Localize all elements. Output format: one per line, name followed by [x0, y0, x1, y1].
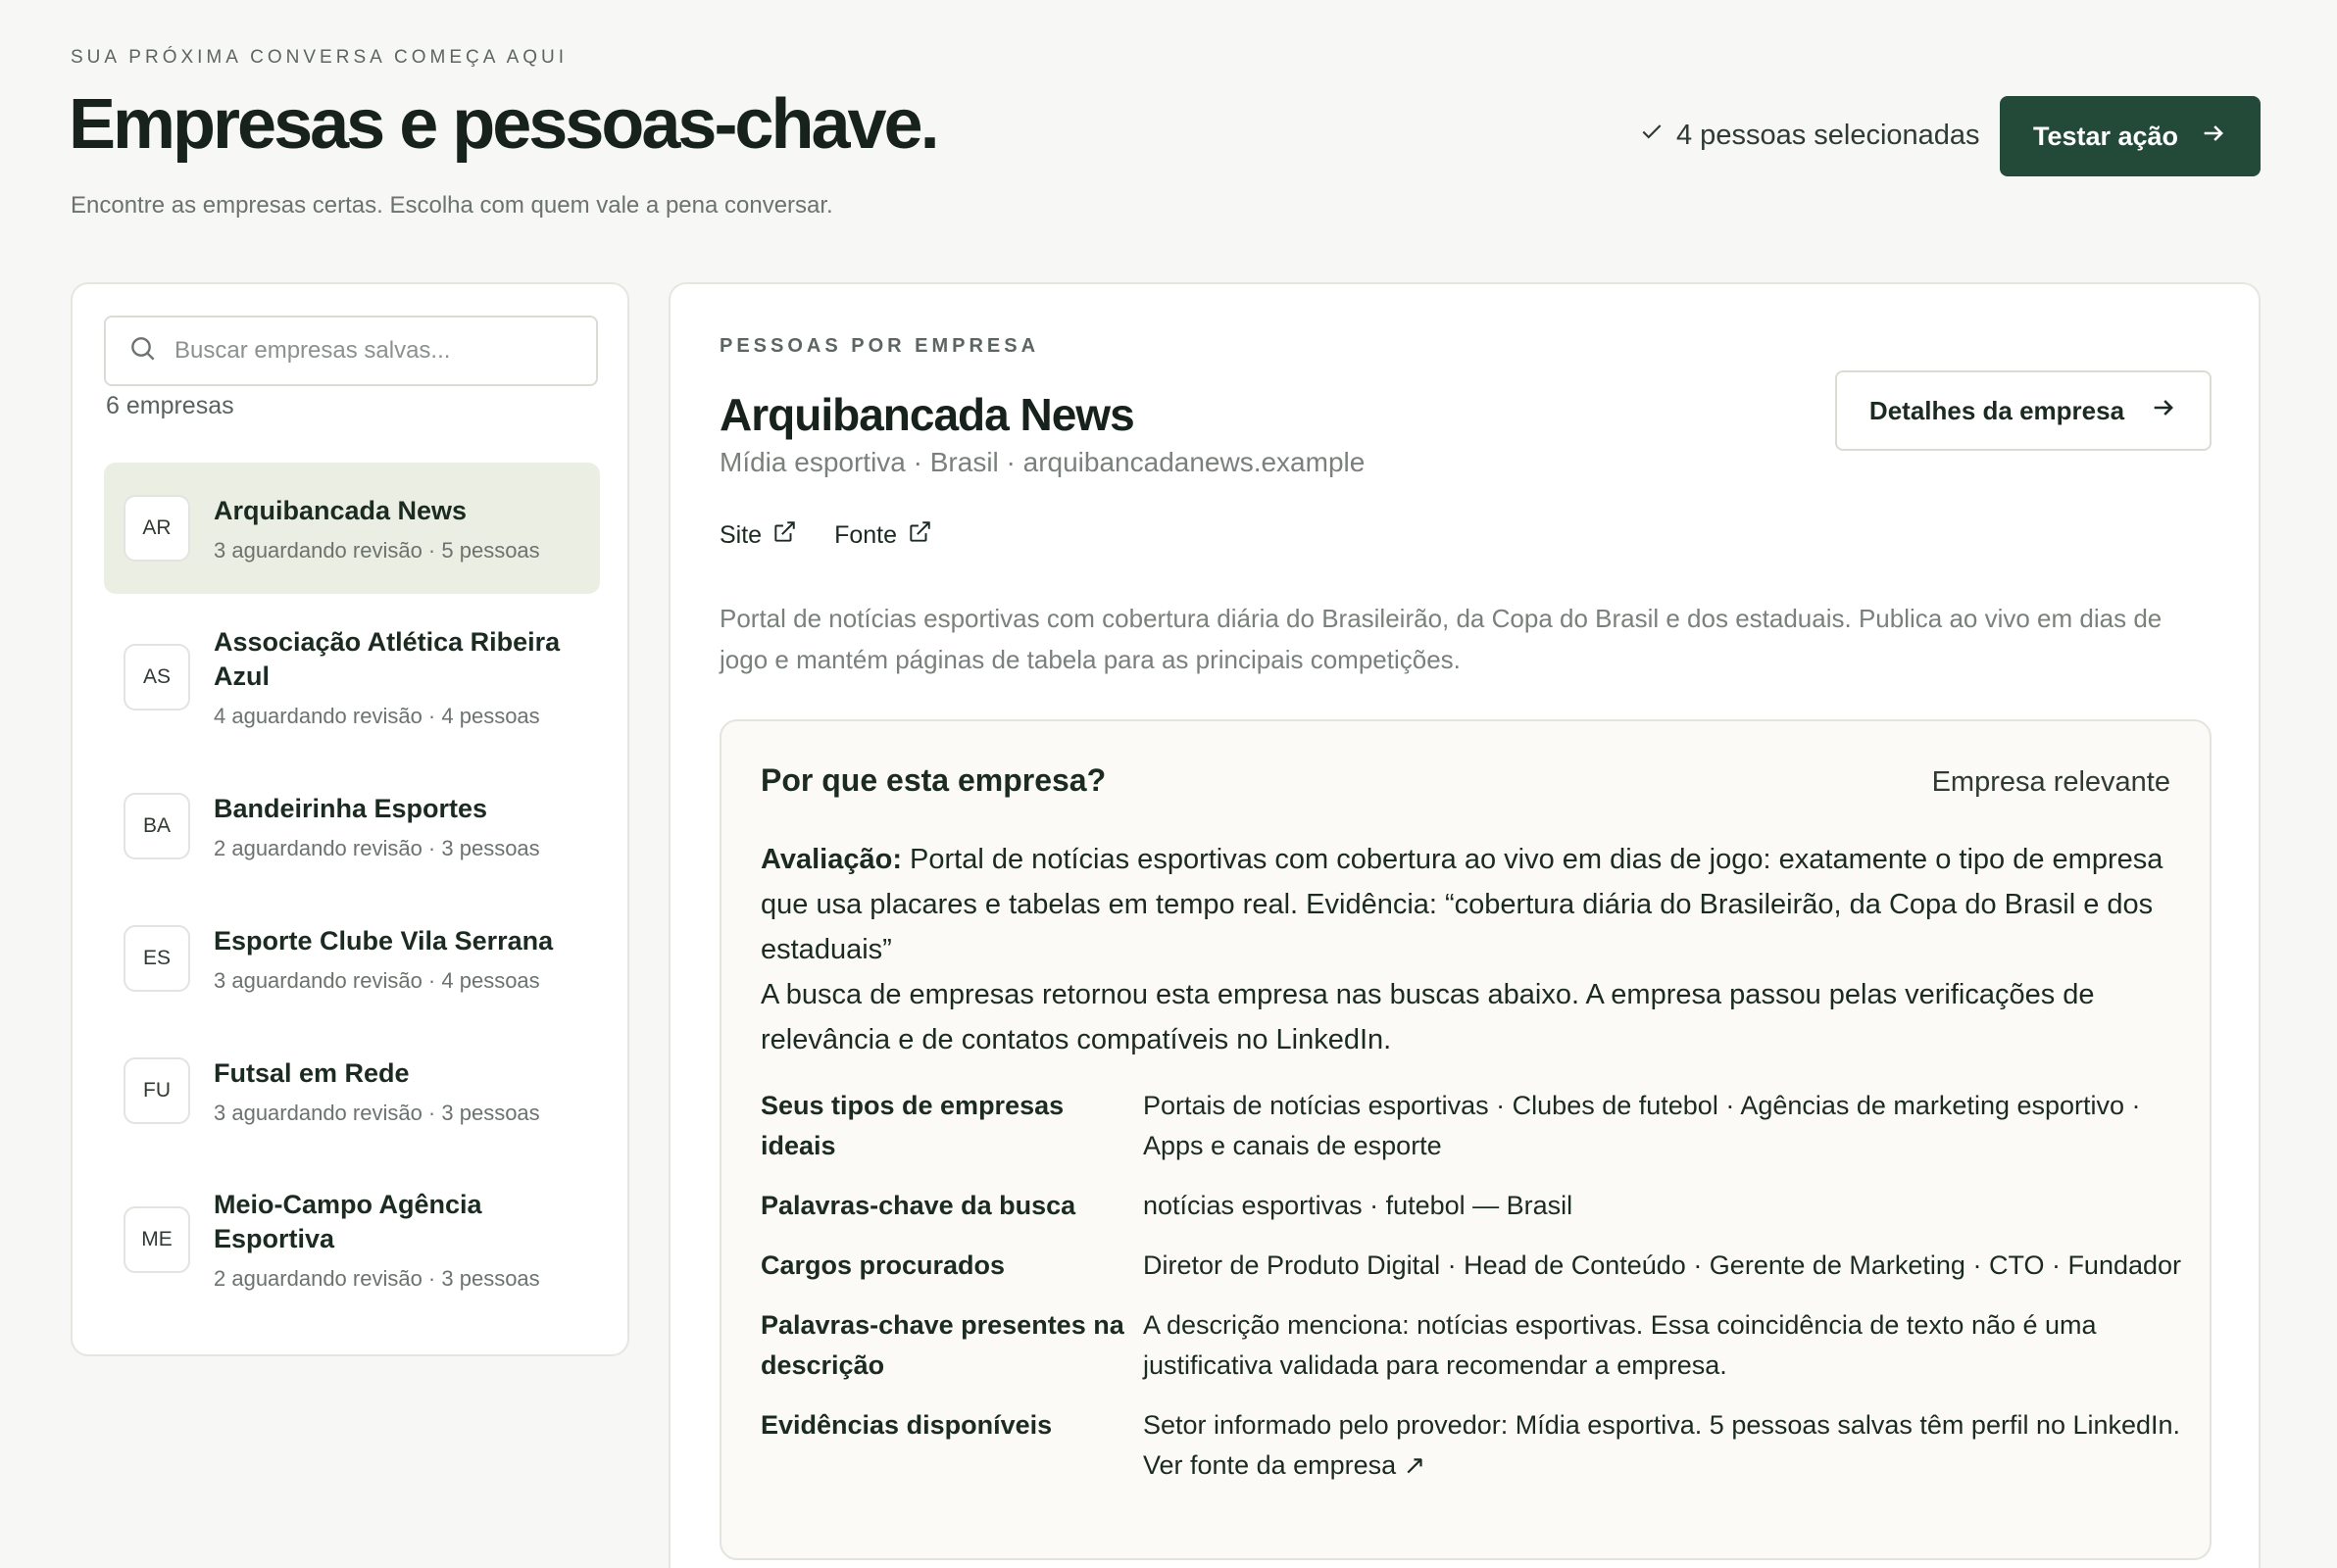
selected-people-status [1639, 116, 1980, 155]
company-avatar: FU [124, 1057, 190, 1124]
assessment [761, 837, 2172, 1062]
source-link[interactable] [834, 519, 932, 552]
relevance-tag: Empresa relevante [1931, 766, 2170, 798]
company-meta: 2 aguardando revisão · 3 pessoas [214, 1266, 540, 1291]
company-meta: 4 aguardando revisão · 4 pessoas [214, 704, 540, 728]
criteria-value: Diretor de Produto Digital · Head de Conteúdo · Gerente de Marketing · CTO · Fundador [1143, 1250, 2182, 1280]
company-text [214, 792, 540, 861]
company-title: Arquibancada News [720, 389, 1134, 440]
why-company-title: Por que esta empresa? [761, 762, 1107, 798]
company-list [104, 463, 600, 1323]
company-avatar: ME [124, 1206, 190, 1273]
site-link-label: Site [720, 521, 763, 549]
company-meta: 2 aguardando revisão · 3 pessoas [214, 835, 540, 860]
criteria-value: Portais de notícias esportivas · Clubes de futebol · Agências de marketing esportivo · Apps e canais de esporte [1143, 1091, 2141, 1160]
why-company-card [720, 719, 2212, 1560]
company-meta: 3 aguardando revisão · 4 pessoas [214, 967, 540, 993]
detail-eyebrow: PESSOAS POR EMPRESA [720, 335, 1040, 357]
test-action-button[interactable] [2000, 96, 2261, 176]
criteria-list [761, 1086, 2192, 1505]
source-link-label: Fonte [834, 521, 898, 549]
company-item-futsal-em-rede[interactable] [104, 1025, 600, 1156]
criteria-row [761, 1186, 2192, 1226]
criteria-value: A descrição menciona: notícias esportivas. Essa coincidência de texto não é uma justificativa validada para recomendar a empresa. [1143, 1310, 2097, 1380]
company-text [214, 1188, 580, 1292]
company-detail-panel [669, 282, 2261, 1568]
external-link-icon [907, 519, 932, 552]
company-source-link[interactable]: Ver fonte da empresa ↗ [1143, 1450, 1426, 1480]
selected-people-label: 4 pessoas selecionadas [1676, 119, 1980, 151]
search-input[interactable] [174, 337, 586, 365]
company-meta: 3 aguardando revisão · 3 pessoas [214, 1100, 540, 1125]
external-link-icon [771, 519, 797, 552]
company-details-button[interactable] [1835, 370, 2212, 451]
company-description: Portal de notícias esportivas com cobertura diária do Brasileirão, da Copa do Brasil e dos estaduais. Publica ao vivo em dias de jogo e mantém páginas de tabela para as principais competições. [720, 604, 2163, 674]
company-name: Esporte Clube Vila Serrana [214, 925, 554, 956]
company-sidebar [71, 282, 629, 1356]
assessment-text: Portal de notícias esportivas com cobertura ao vivo em dias de jogo: exatamente o tipo de empresa que usa placares e tabelas em tempo real. Evidência: “cobertura diária do Brasileirão, da Copa do Brasil e dos estaduais” [761, 844, 2163, 965]
company-avatar: AR [124, 495, 190, 562]
arrow-right-icon [2150, 394, 2177, 428]
company-item-meio-campo[interactable] [104, 1156, 600, 1323]
criteria-row [761, 1246, 2192, 1286]
company-avatar: BA [124, 793, 190, 859]
criteria-row [761, 1405, 2192, 1486]
company-name: Meio-Campo Agência Esportiva [214, 1190, 482, 1253]
criteria-label: Evidências disponíveis [761, 1410, 1053, 1440]
check-icon [1639, 119, 1665, 152]
company-meta: 3 aguardando revisão · 5 pessoas [214, 537, 540, 563]
company-details-label: Detalhes da empresa [1868, 395, 2125, 425]
company-item-arquibancada-news[interactable] [104, 463, 600, 594]
company-name: Bandeirinha Esportes [214, 793, 488, 823]
criteria-label: Palavras-chave presentes na descrição [761, 1310, 1124, 1380]
search-icon [127, 333, 159, 369]
search-field[interactable] [104, 316, 598, 386]
criteria-label: Cargos procurados [761, 1250, 1006, 1280]
page-title: Empresas e pessoas-chave. [69, 85, 937, 164]
site-link[interactable] [720, 519, 797, 552]
page-subtitle: Encontre as empresas certas. Escolha com quem vale a pena conversar. [71, 192, 833, 219]
company-avatar: ES [124, 925, 190, 992]
criteria-value-container [1143, 1405, 2192, 1486]
company-avatar: AS [124, 644, 190, 710]
criteria-label: Seus tipos de empresas ideais [761, 1091, 1065, 1160]
company-item-associacao-atletica[interactable] [104, 594, 600, 760]
company-name: Arquibancada News [214, 495, 468, 525]
company-text [214, 625, 580, 729]
search-explanation: A busca de empresas retornou esta empresa nas buscas abaixo. A empresa passou pelas verificações de relevância e de contatos compatíveis no LinkedIn. [761, 979, 2095, 1055]
company-text [214, 1056, 540, 1126]
page-eyebrow: SUA PRÓXIMA CONVERSA COMEÇA AQUI [71, 47, 569, 68]
company-text [214, 924, 553, 994]
criteria-value: notícias esportivas · futebol — Brasil [1143, 1191, 1573, 1220]
criteria-row [761, 1305, 2192, 1386]
company-item-esporte-clube[interactable] [104, 892, 600, 1025]
assessment-label: Avaliação: [761, 844, 902, 875]
company-name: Futsal em Rede [214, 1057, 410, 1088]
company-subtitle: Mídia esportiva · Brasil · arquibancadanews.example [720, 447, 1366, 477]
company-name: Associação Atlética Ribeira Azul [214, 627, 561, 691]
company-text [214, 494, 540, 564]
company-count: 6 empresas [106, 392, 234, 419]
criteria-value: Setor informado pelo provedor: Mídia esportiva. 5 pessoas salvas têm perfil no LinkedIn. [1143, 1410, 2181, 1440]
criteria-row [761, 1086, 2192, 1166]
external-links [720, 519, 932, 552]
arrow-right-icon [2200, 120, 2227, 154]
company-item-bandeirinha-esportes[interactable] [104, 760, 600, 892]
criteria-label: Palavras-chave da busca [761, 1191, 1076, 1220]
test-action-label: Testar ação [2032, 121, 2179, 151]
